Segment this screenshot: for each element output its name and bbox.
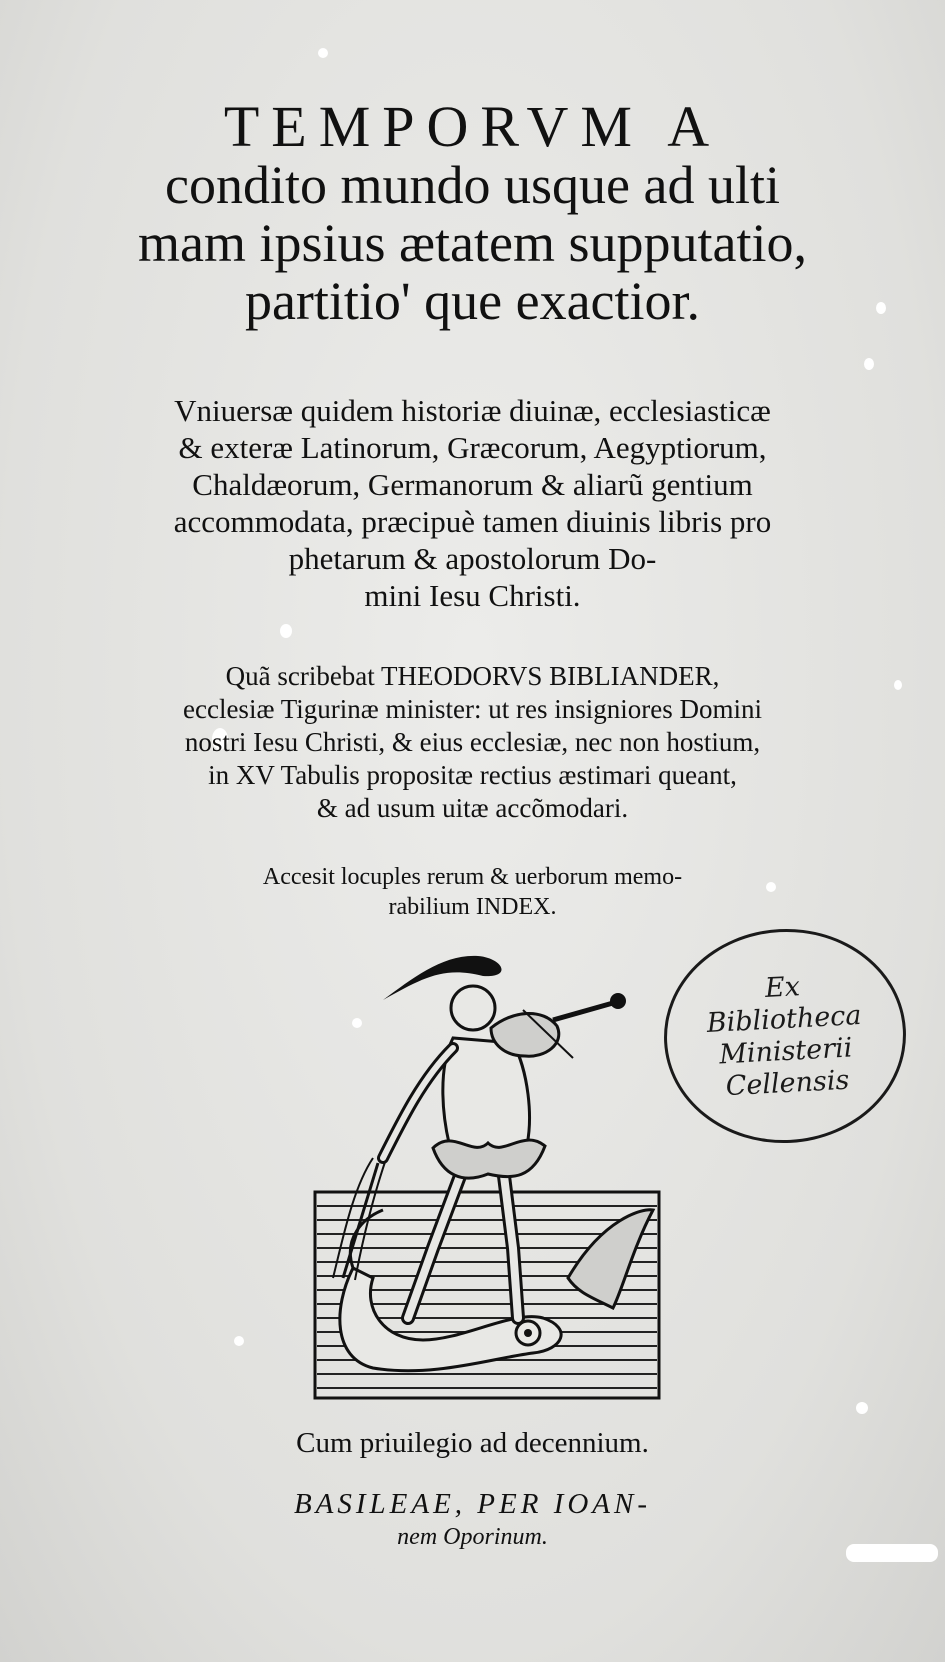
- privilege-line: Cum priuilegio ad decennium.: [296, 1427, 649, 1459]
- library-stamp: [659, 923, 912, 1149]
- imprint-line-1: BASILEAE, PER IOAN-: [293, 1488, 652, 1520]
- author-line-2: ecclesiæ Tigurinæ minister: ut res insigniores Domini: [183, 694, 762, 724]
- description-line-1: Vniuersæ quidem historiæ diuinæ, ecclesiasticæ: [174, 393, 771, 428]
- privilege-block: [0, 1426, 945, 1460]
- description-line-6: mini Iesu Christi.: [364, 578, 581, 613]
- title-line-4: partitio' que exactior.: [244, 271, 701, 331]
- index-note-line-2: rabilium INDEX.: [388, 894, 557, 920]
- author-line-3: nostri Iesu Christi, & eius ecclesiæ, nec non hostium,: [184, 727, 761, 757]
- paper-speck: [864, 358, 874, 370]
- stamp-line-4: Cellensis: [724, 1064, 851, 1103]
- author-block: [0, 660, 945, 825]
- description-block: [0, 392, 945, 614]
- title-line-2: condito mundo usque ad ulti: [165, 155, 780, 215]
- paper-speck: [234, 1336, 244, 1346]
- stamp-line-2: Bibliotheca: [706, 999, 863, 1040]
- stamp-line-3: Ministerii: [718, 1032, 854, 1071]
- index-note-line-1: Accesit locuples rerum & uerborum memo-: [262, 864, 683, 890]
- paper-speck: [280, 624, 292, 638]
- index-note-block: [0, 862, 945, 922]
- description-line-2: & exteræ Latinorum, Græcorum, Aegyptiorum,: [178, 430, 767, 465]
- description-line-4: accommodata, præcipuè tamen diuinis libris pro: [173, 504, 772, 539]
- author-line-5: & ad usum uitæ accõmodari.: [316, 793, 629, 823]
- paper-speck: [318, 48, 328, 58]
- stamp-line-1: Ex: [764, 971, 801, 1004]
- title-line-1: TEMPORVM A: [223, 94, 722, 159]
- author-line-1: Quã scribebat THEODORVS BIBLIANDER,: [225, 661, 720, 691]
- title-line-3: mam ipsius ætatem supputatio,: [138, 213, 807, 273]
- title-block: [0, 94, 945, 331]
- author-line-4: in XV Tabulis propositæ rectius æstimari queant,: [208, 760, 737, 790]
- imprint-line-2: nem Oporinum.: [397, 1524, 548, 1550]
- imprint-block: [0, 1486, 945, 1552]
- paper-speck: [856, 1402, 868, 1414]
- description-line-3: Chaldæorum, Germanorum & aliarũ gentium: [192, 467, 753, 502]
- description-line-5: phetarum & apostolorum Do-: [288, 541, 657, 576]
- woodcut-illustration: [313, 948, 663, 1408]
